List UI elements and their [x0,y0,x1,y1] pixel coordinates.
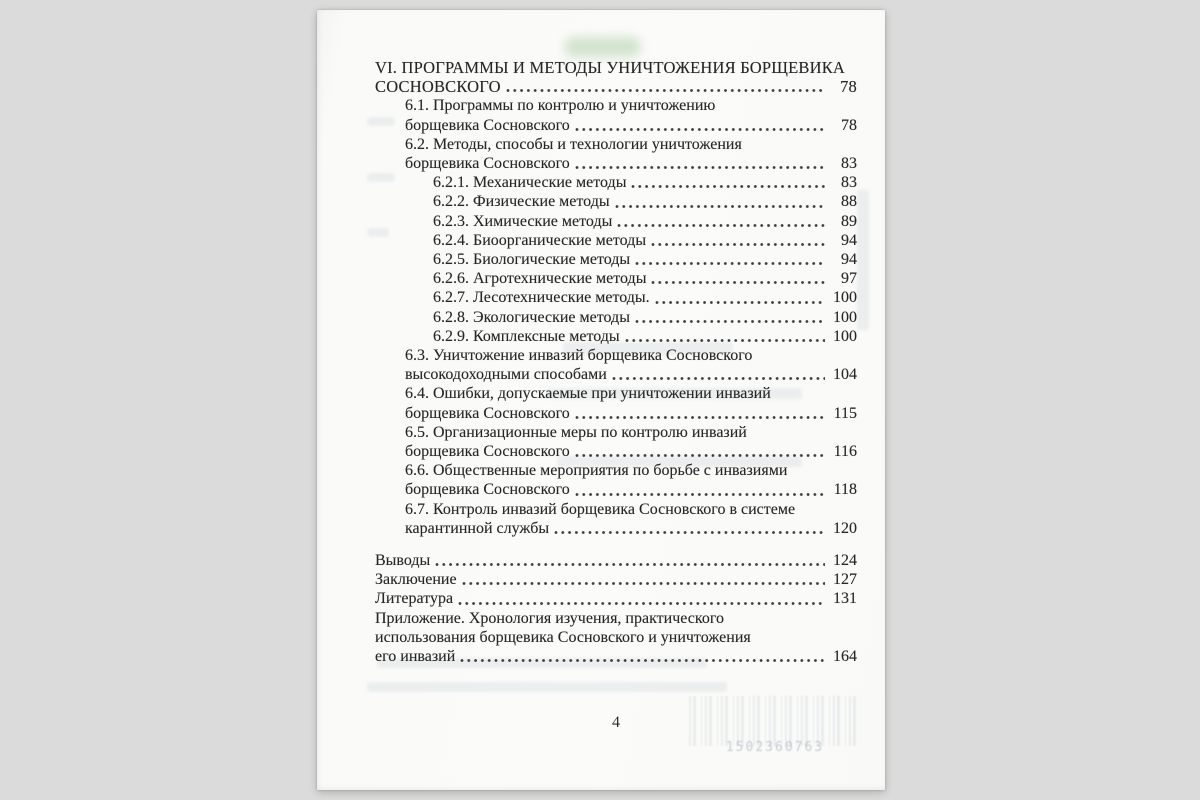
toc-entry [375,609,857,667]
toc-line [433,308,857,327]
dot-leader [651,242,825,247]
dot-leader [655,300,825,305]
dot-leader [635,261,825,266]
toc-page-number: 118 [833,481,857,499]
toc-entry-text: Литература [375,590,454,608]
toc-entry-text: 6.2.8. Экологические методы [433,308,630,326]
toc-line [405,135,857,154]
toc-entry-text: карантинной службы [405,519,550,537]
toc-entry [375,308,857,327]
dot-leader [460,658,825,663]
toc-entry-text: 6.4. Ошибки, допускаемые при уничтожении инвазий [405,385,771,403]
toc-entry [375,500,857,538]
toc-entry [375,423,857,461]
toc-line [375,570,857,589]
toc-entry-text: 6.2.7. Лесотехнические методы. [433,289,650,307]
toc-line [433,173,857,192]
dot-leader [575,127,825,132]
toc-entry [375,135,857,173]
toc-line [375,551,857,570]
toc-page-number: 88 [841,193,857,211]
barcode-bleedthrough [689,696,861,758]
toc-entry-text: Выводы [375,552,431,570]
toc-line [405,96,857,115]
toc-line [375,609,857,628]
toc-page-number: 115 [833,404,857,422]
toc-entry-text: 6.2.6. Агротехнические методы [433,270,647,288]
toc-entry [375,250,857,269]
toc-line [405,423,857,442]
toc-entry-text: борщевика Сосновского [405,155,570,173]
barcode-digits: 1502360763 [725,740,825,755]
toc-line [405,404,857,423]
toc-page-number: 83 [841,155,857,173]
toc-page-number: 164 [833,648,857,666]
toc-line [375,58,857,77]
toc-entry [375,269,857,288]
bleedthrough-highlight [565,37,640,57]
toc-entry [375,461,857,499]
toc-entry [375,346,857,384]
dot-leader [635,319,825,324]
dot-leader [631,184,825,189]
page-number: 4 [612,714,620,731]
toc-line [375,77,857,96]
toc-line [433,269,857,288]
toc-line [433,327,857,346]
toc-page-number: 94 [841,231,857,249]
toc-line [405,116,857,135]
toc-entry [375,551,857,570]
toc-line [405,500,857,519]
toc-entry [375,288,857,307]
toc-entry [375,327,857,346]
dot-leader [458,601,825,606]
toc-line [405,519,857,538]
toc-entry-text: 6.6. Общественные мероприятия по борьбе с инвазиями [405,462,788,480]
toc-line [405,480,857,499]
toc-entry-text: VI. ПРОГРАММЫ И МЕТОДЫ УНИЧТОЖЕНИЯ БОРЩЕВИКА [375,58,846,77]
toc-entry-text: высокодоходными способами [405,366,607,384]
toc-entry-text: 6.2.9. Комплексные методы [433,327,620,345]
toc-entry [375,192,857,211]
dot-leader [575,492,825,497]
dot-leader [575,453,825,458]
toc-entry [375,589,857,608]
toc-line [405,365,857,384]
table-of-contents [375,58,857,666]
toc-line [433,192,857,211]
toc-page-number: 100 [833,308,857,326]
dot-leader [575,415,825,420]
toc-entry-text: борщевика Сосновского [405,443,570,461]
dot-leader [617,223,825,228]
dot-leader [554,530,825,535]
toc-line [405,442,857,461]
toc-entry-text: борщевика Сосновского [405,404,570,422]
toc-line [405,461,857,480]
toc-page-number: 89 [841,212,857,230]
toc-page-number: 100 [833,289,857,307]
toc-page-number: 83 [841,174,857,192]
toc-page-number: 97 [841,270,857,288]
dot-leader [612,376,825,381]
toc-entry-text: борщевика Сосновского [405,481,570,499]
toc-line [433,212,857,231]
toc-page-number: 78 [840,77,857,97]
toc-entry-text: Приложение. Хронология изучения, практического [375,609,724,627]
toc-page-number: 127 [833,571,857,589]
toc-entry [375,173,857,192]
bleedthrough-smudge [857,190,869,330]
toc-line [433,231,857,250]
dot-leader [435,562,825,567]
toc-entry [375,96,857,134]
toc-page-number: 120 [833,519,857,537]
toc-line [433,288,857,307]
toc-entry-text: использования борщевика Сосновского и уничтожения [375,628,751,646]
toc-line [375,628,857,647]
toc-entry-text: 6.2.2. Физические методы [433,193,610,211]
toc-entry [375,212,857,231]
toc-page-number: 124 [833,552,857,570]
toc-page-number: 94 [841,251,857,269]
dot-leader [615,204,825,209]
toc-entry [375,58,857,96]
toc-entry-text: 6.2.5. Биологические методы [433,251,631,269]
toc-line [375,647,857,666]
dot-leader [506,88,825,93]
toc-entry [375,384,857,422]
book-page [317,10,885,790]
toc-entry-text: 6.2. Методы, способы и технологии уничтожения [405,135,742,153]
toc-line [405,154,857,173]
toc-entry [375,570,857,589]
dot-leader [462,581,825,586]
bleedthrough-smudge [367,682,727,692]
toc-page-number: 116 [833,443,857,461]
toc-page-number: 78 [841,116,857,134]
toc-entry-text: СОСНОВСКОГО [375,77,501,97]
toc-entry-text: его инвазий [375,648,456,666]
toc-entry-text: Заключение [375,571,457,589]
dot-leader [575,165,825,170]
toc-page-number: 104 [833,366,857,384]
toc-line [405,384,857,403]
toc-entry-text: 6.3. Уничтожение инвазий борщевика Сосновского [405,347,753,365]
toc-entry-text: 6.2.4. Биоорганические методы [433,231,647,249]
toc-line [375,589,857,608]
toc-entry-text: 6.5. Организационные меры по контролю инвазий [405,423,747,441]
toc-entry-text: 6.7. Контроль инвазий борщевика Сосновского в системе [405,500,796,518]
dot-leader [651,280,825,285]
toc-entry-text: 6.1. Программы по контролю и уничтожению [405,97,716,115]
toc-entry [375,231,857,250]
toc-entry-text: 6.2.3. Химические методы [433,212,613,230]
toc-page-number: 131 [833,590,857,608]
dot-leader [625,338,825,343]
toc-page-number: 100 [833,327,857,345]
toc-line [405,346,857,365]
toc-line [433,250,857,269]
toc-entry-text: борщевика Сосновского [405,116,570,134]
toc-entry-text: 6.2.1. Механические методы [433,174,627,192]
barcode-bars [689,696,861,746]
